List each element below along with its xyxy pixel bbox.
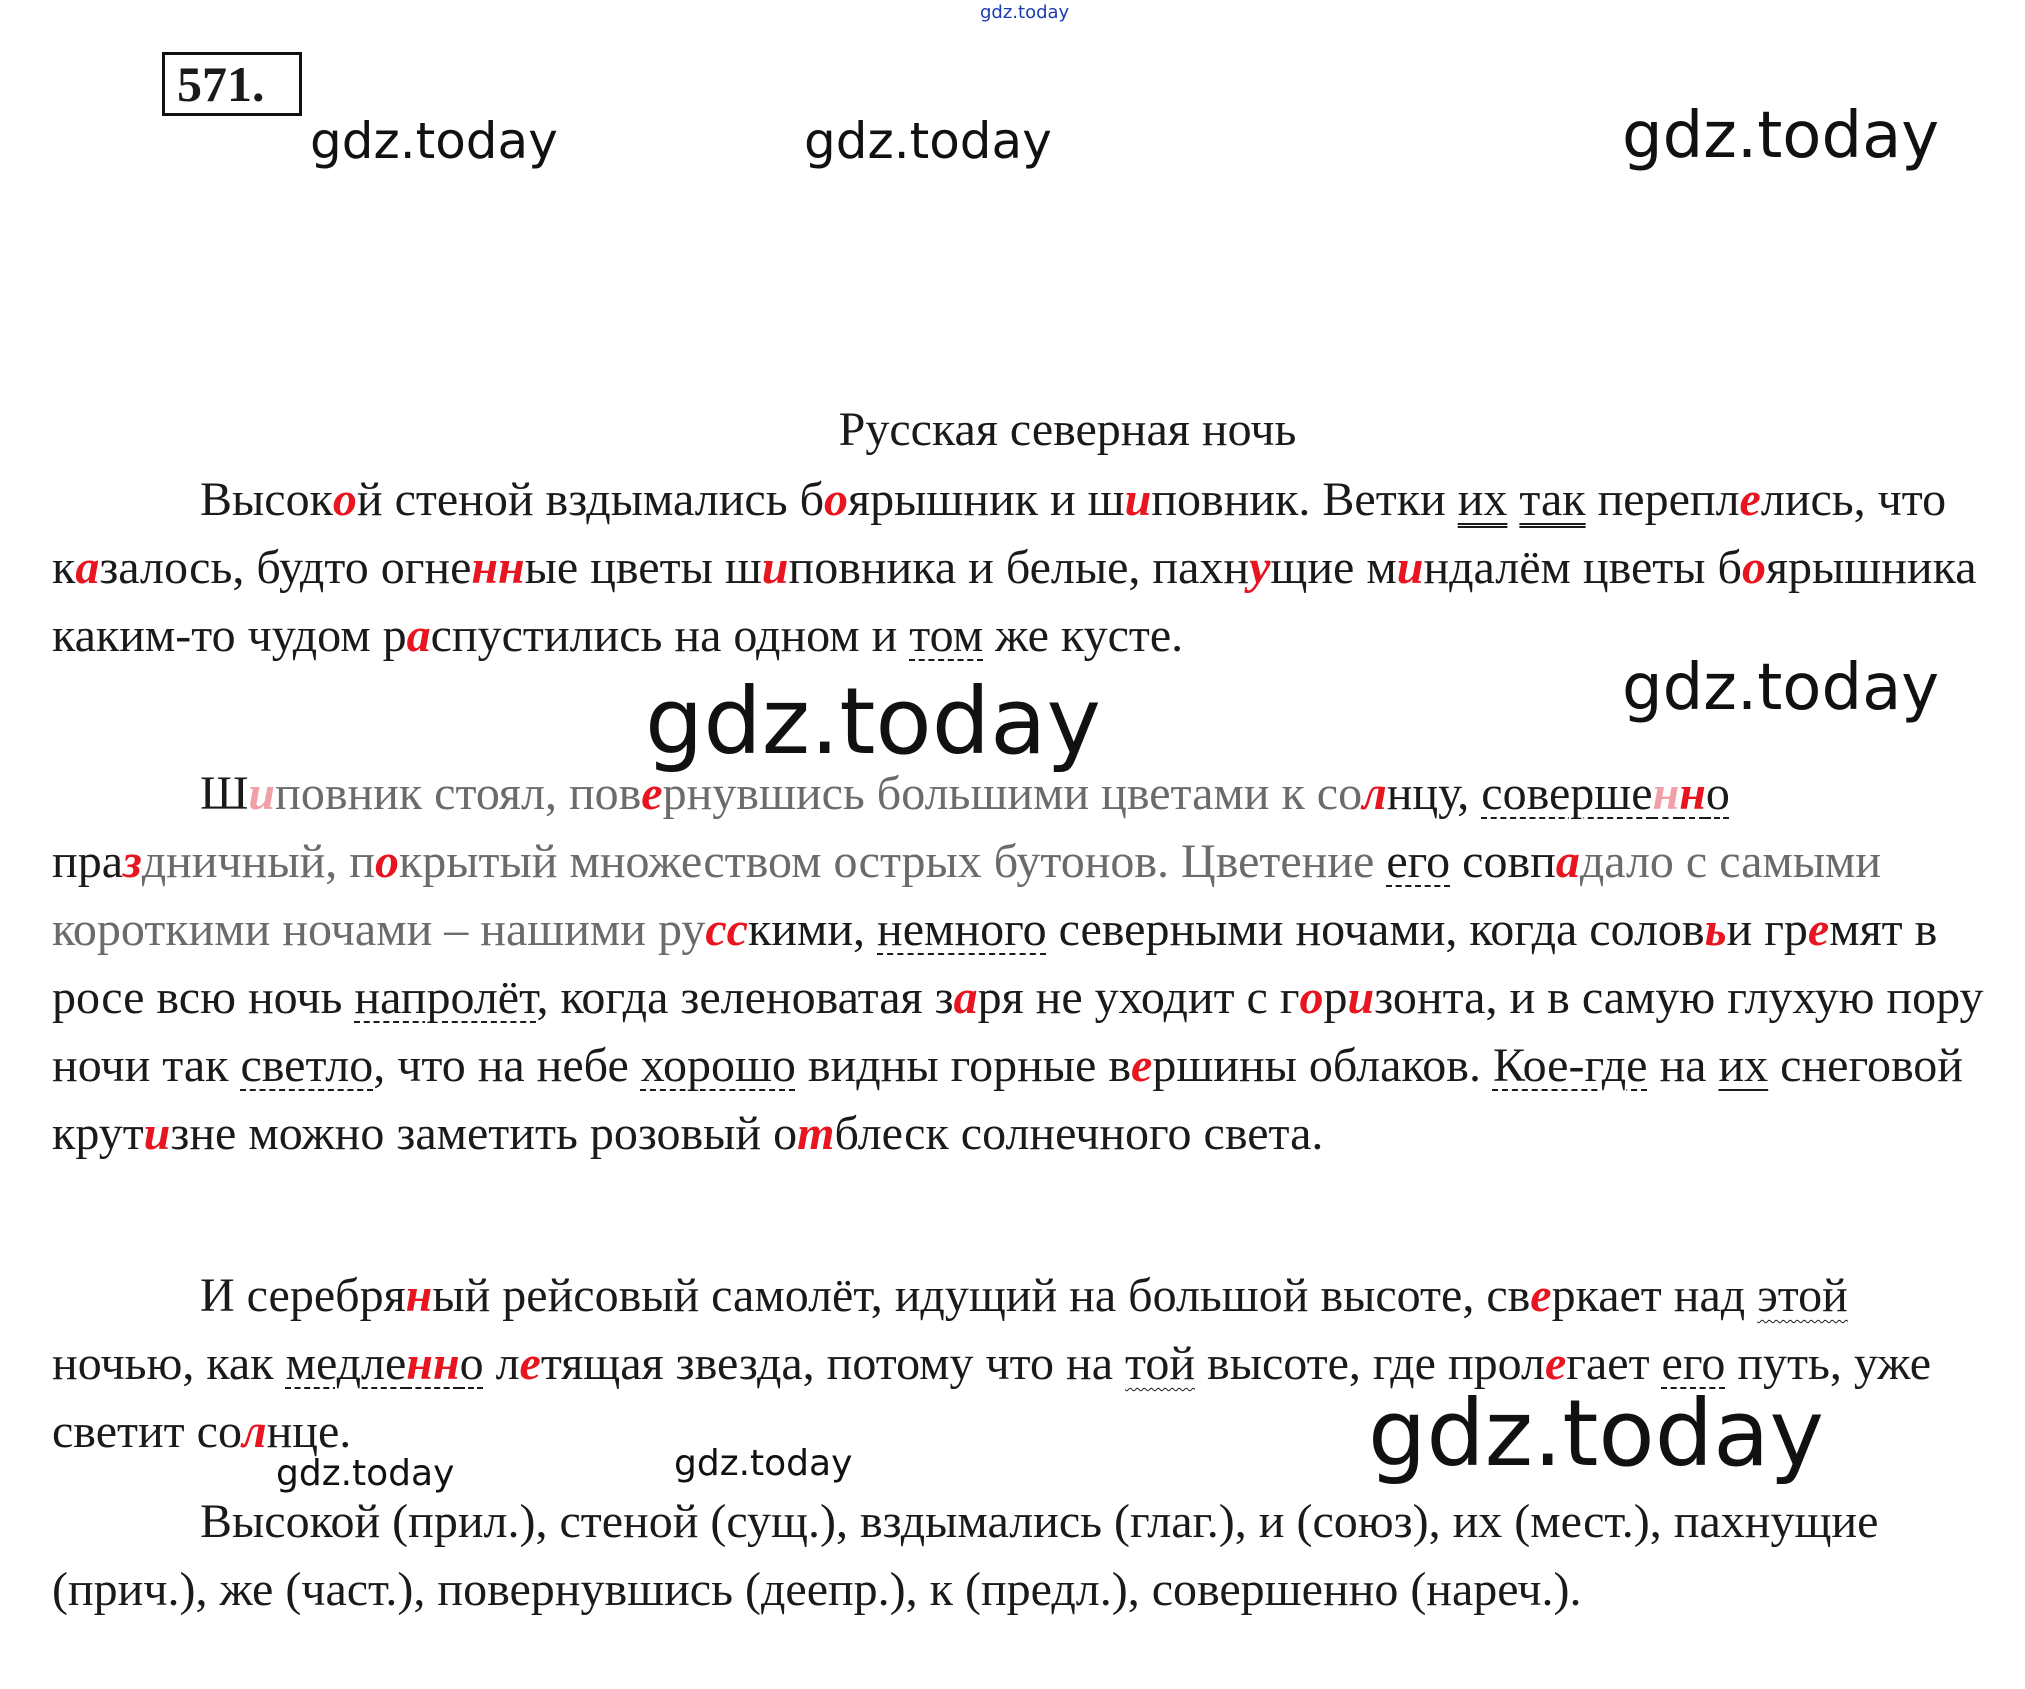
underlined-word: его: [1386, 835, 1451, 888]
watermark: gdz.today: [804, 112, 1052, 170]
underlined-word: их: [1718, 1039, 1769, 1092]
underlined-word: Кое-где: [1492, 1039, 1648, 1092]
underlined-word: их: [1457, 473, 1508, 526]
underlined-word: светло: [240, 1039, 374, 1092]
paragraph-4: Высокой (прил.), стеной (сущ.), вздымались (глаг.), и (союз), их (мест.), пахнущие (прич.), же (част.), повернувшись (деепр.), к (предл.), совершенно (нареч.).: [52, 1495, 1879, 1616]
watermark: gdz.today: [674, 1443, 853, 1484]
underlined-word: этой: [1757, 1269, 1848, 1322]
watermark: gdz.today: [1622, 651, 1940, 725]
watermark: gdz.today: [1622, 99, 1940, 173]
underlined-word: той: [1125, 1337, 1196, 1390]
text-title: Русская северная ночь: [838, 403, 1297, 456]
underlined-word: так: [1519, 473, 1586, 526]
underlined-word: медленно: [285, 1337, 484, 1390]
watermark: gdz.today: [645, 668, 1101, 775]
underlined-word: его: [1661, 1337, 1726, 1390]
watermark: gdz.today: [276, 1453, 455, 1494]
underlined-word: напролёт: [354, 971, 537, 1024]
underlined-word: совершенно: [1481, 767, 1730, 820]
underlined-word: том: [909, 609, 984, 662]
underlined-word: немного: [877, 903, 1047, 956]
paragraph-3: И серебряный рейсовый самолёт, идущий на большой высоте, сверкает над этой ночью, как медленно летящая звезда, потому что на той высоте, где пролегает его путь, уже светит солнце.: [52, 1269, 1932, 1458]
watermark: gdz.today: [1368, 1380, 1824, 1487]
paragraph-2: Шиповник стоял, повернувшись большими цветами к солнцу, совершенно праздничный, покрытый множеством острых бутонов. Цветение его совпадало с самыми короткими ночами – нашими русскими, немного северными ночами, когда соловьи гремят в росе всю ночь напролёт, когда зеленоватая заря не уходит с горизонта, и в самую глухую пору ночи так светло, что на небе хорошо видны горные вершины облаков. Кое-где на их снеговой крутизне можно заметить розовый отблеск солнечного света.: [52, 767, 1984, 1160]
paragraph-1: Высокой стеной вздымались боярышник и шиповник. Ветки их так переплелись, что казалось, будто огненные цветы шиповника и белые, пахнущие миндалём цветы боярышника каким-то чудом распустились на одном и том же кусте.: [52, 473, 1977, 662]
exercise-number: 571.: [162, 52, 302, 116]
watermark: gdz.today: [310, 112, 558, 170]
watermark-top: gdz.today: [980, 2, 1070, 23]
underlined-word: хорошо: [640, 1039, 796, 1092]
